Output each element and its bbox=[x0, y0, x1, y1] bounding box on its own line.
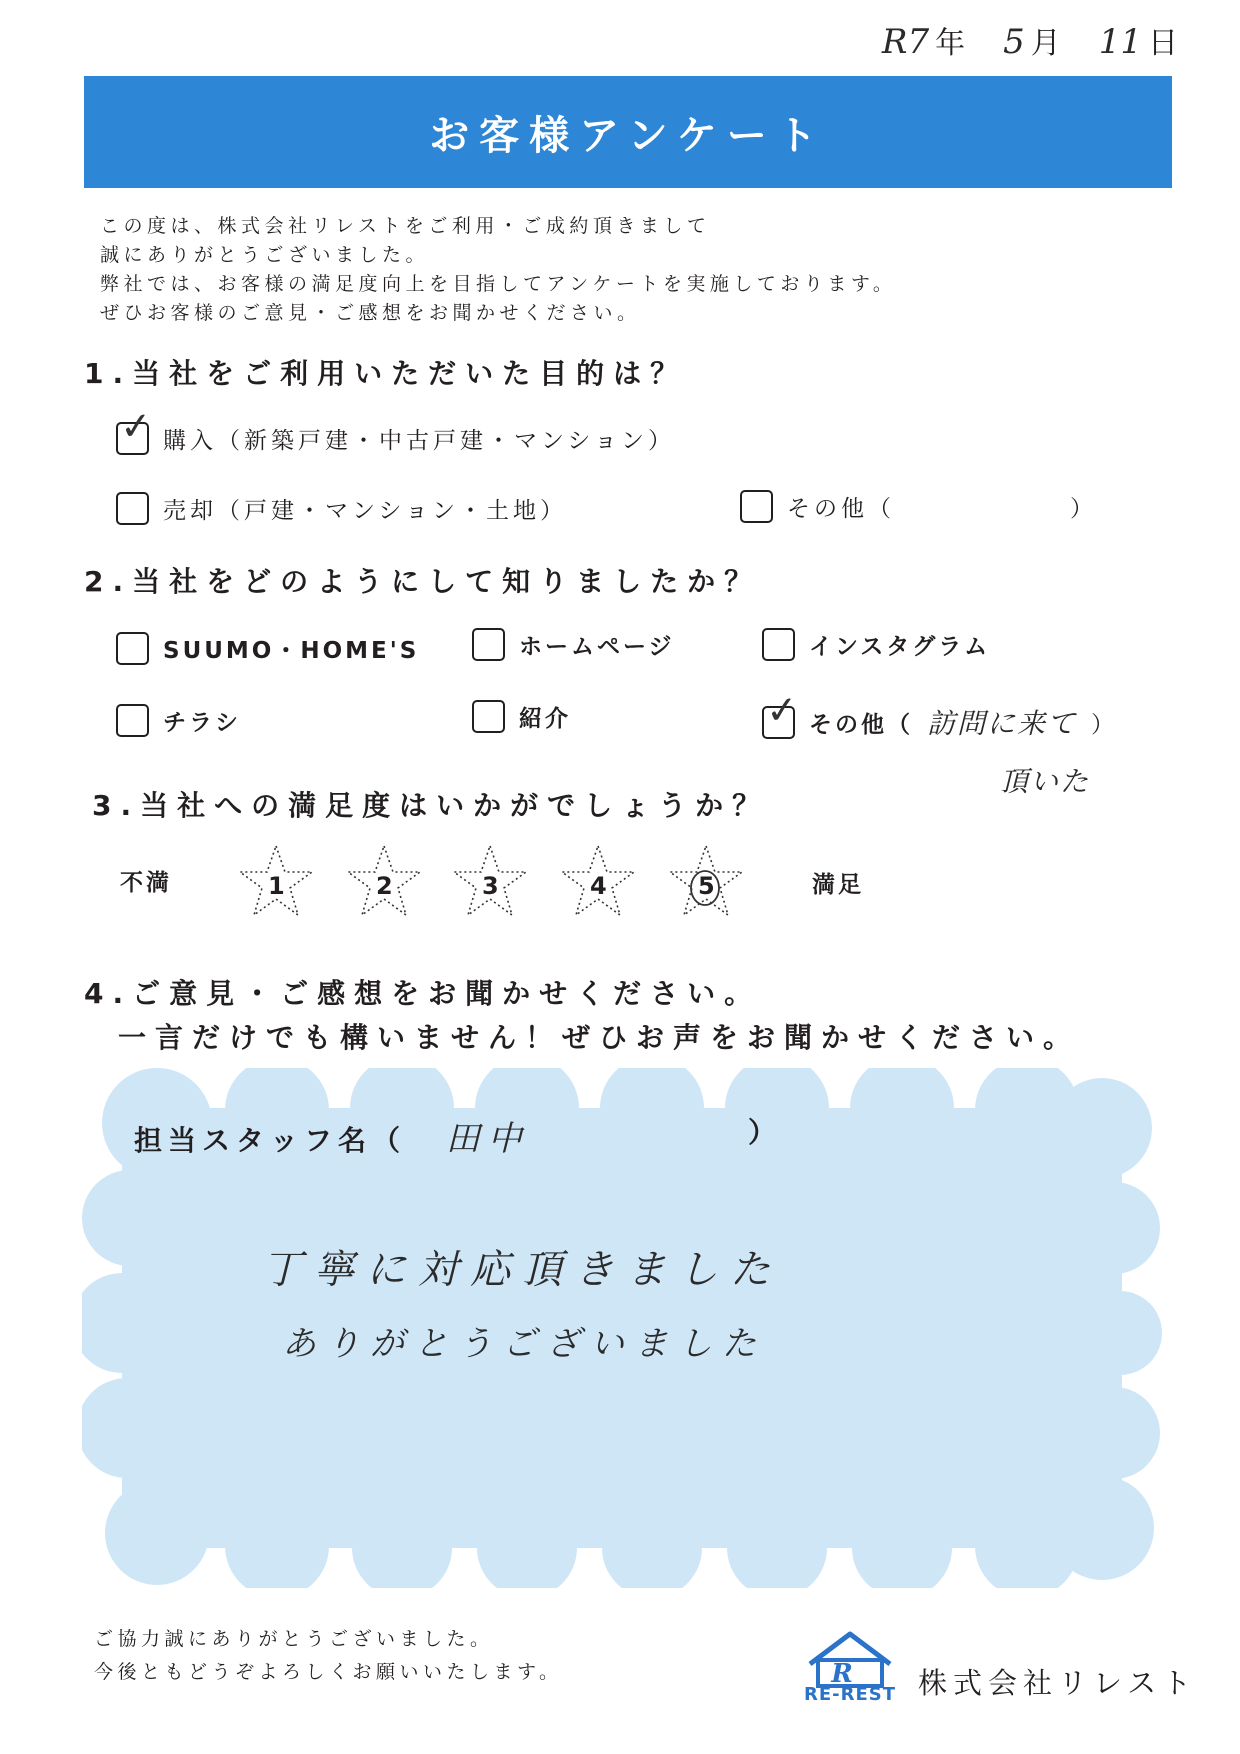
checkbox-other-source[interactable] bbox=[762, 686, 803, 739]
date-era-year: R7 bbox=[881, 22, 930, 62]
date-row bbox=[882, 18, 1178, 62]
star-3[interactable] bbox=[452, 844, 528, 922]
q1-option-label: その他（ bbox=[787, 496, 895, 522]
star-number: 2 bbox=[376, 872, 393, 900]
q1-option-sale[interactable] bbox=[116, 492, 567, 525]
q2-option-instagram[interactable] bbox=[762, 628, 990, 661]
date-year-label: 年 bbox=[935, 26, 966, 61]
q3-title: 3.当社への満足度はいかがでしょうか？ bbox=[92, 789, 770, 822]
date-day-label: 日 bbox=[1148, 26, 1178, 61]
star-number: 3 bbox=[482, 872, 499, 900]
intro-line: 弊社では、お客様の満足度向上を目指してアンケートを実施しております。 bbox=[100, 273, 897, 295]
star-4[interactable] bbox=[560, 844, 636, 922]
q2-other-handwritten: 訪問に来て bbox=[927, 707, 1078, 740]
star-number: 4 bbox=[590, 872, 607, 900]
scale-high-label: 満足 bbox=[812, 872, 864, 898]
checkbox-homepage[interactable] bbox=[472, 628, 505, 661]
q1-option-label: 売却（戸建・マンション・土地） bbox=[163, 498, 567, 524]
q2-option-label: SUUMO・HOME'S bbox=[163, 638, 420, 664]
intro-line: 誠にありがとうございました。 bbox=[100, 244, 430, 266]
title-banner bbox=[84, 76, 1172, 188]
q4-title-line2: 一言だけでも構いません！ぜひお声をお聞かせください。 bbox=[118, 1021, 1081, 1054]
staff-close: ） bbox=[748, 1116, 777, 1149]
star-number: 5 bbox=[698, 872, 715, 900]
footer-line: 今後ともどうぞよろしくお願いいたします。 bbox=[94, 1661, 563, 1683]
q2-option-suumo[interactable] bbox=[116, 632, 419, 665]
intro-line: ぜひお客様のご意見・ご感想をお聞かせください。 bbox=[100, 302, 641, 324]
staff-name-handwritten[interactable]: 田中 bbox=[445, 1119, 530, 1159]
star-5[interactable] bbox=[668, 844, 744, 922]
q2-option-homepage[interactable] bbox=[472, 628, 675, 661]
staff-name-row bbox=[134, 1111, 530, 1160]
date-day: 11 bbox=[1098, 22, 1142, 62]
q2-title: 2.当社をどのようにして知りましたか？ bbox=[84, 565, 762, 598]
company-name: 株式会社リレスト bbox=[918, 1666, 1198, 1700]
q2-other-close: ） bbox=[1091, 711, 1118, 738]
q2-option-label: その他（ bbox=[809, 711, 913, 738]
q2-option-label: ホームページ bbox=[519, 634, 675, 660]
checkbox-referral[interactable] bbox=[472, 700, 505, 733]
comment-line-1[interactable]: 丁寧に対応頂きました bbox=[262, 1247, 782, 1293]
q2-option-flyer[interactable] bbox=[116, 704, 241, 737]
star-1[interactable] bbox=[238, 844, 314, 922]
q2-option-label: 紹介 bbox=[519, 706, 571, 732]
q2-option-label: チラシ bbox=[163, 710, 241, 736]
checkbox-flyer[interactable] bbox=[116, 704, 149, 737]
q1-option-other[interactable] bbox=[740, 490, 895, 523]
q1-other-close: ） bbox=[1070, 496, 1093, 522]
star-2[interactable] bbox=[346, 844, 422, 922]
staff-label: 担当スタッフ名（ bbox=[134, 1124, 407, 1157]
page-title: お客様アンケート bbox=[429, 112, 827, 159]
q4-title-line1: 4.ご意見・ご感想をお聞かせください。 bbox=[84, 977, 762, 1010]
q2-option-other[interactable] bbox=[762, 686, 1118, 742]
q2-option-label: インスタグラム bbox=[809, 634, 991, 660]
company-logo bbox=[796, 1626, 906, 1706]
checkbox-suumo[interactable] bbox=[116, 632, 149, 665]
checkbox-sale[interactable] bbox=[116, 492, 149, 525]
checkmark-icon: ✓ bbox=[118, 402, 158, 450]
logo-text: RE-REST bbox=[804, 1684, 897, 1705]
date-month: 5 bbox=[1003, 22, 1025, 62]
q1-option-label: 購入（新築戸建・中古戸建・マンション） bbox=[163, 428, 675, 454]
star-number: 1 bbox=[268, 872, 285, 900]
footer-message bbox=[94, 1623, 562, 1689]
footer-line: ご協力誠にありがとうございました。 bbox=[94, 1628, 494, 1650]
checkbox-purchase[interactable] bbox=[116, 402, 158, 455]
date-month-label: 月 bbox=[1030, 26, 1061, 61]
star-rating bbox=[238, 844, 758, 924]
scale-low-label: 不満 bbox=[120, 870, 172, 896]
q1-option-purchase[interactable] bbox=[116, 402, 675, 455]
intro-line: この度は、株式会社リレストをご利用・ご成約頂きまして bbox=[100, 215, 711, 237]
comment-line-2[interactable]: ありがとうございました bbox=[282, 1324, 766, 1364]
checkbox-instagram[interactable] bbox=[762, 628, 795, 661]
q2-option-referral[interactable] bbox=[472, 700, 571, 733]
q2-other-handwritten-line2: 頂いた bbox=[1000, 765, 1091, 798]
svg-text:R: R bbox=[831, 1659, 853, 1689]
checkbox-other[interactable] bbox=[740, 490, 773, 523]
q1-title: 1.当社をご利用いただいた目的は？ bbox=[84, 357, 688, 390]
intro-text bbox=[100, 212, 896, 328]
checkmark-icon: ✓ bbox=[764, 686, 803, 733]
